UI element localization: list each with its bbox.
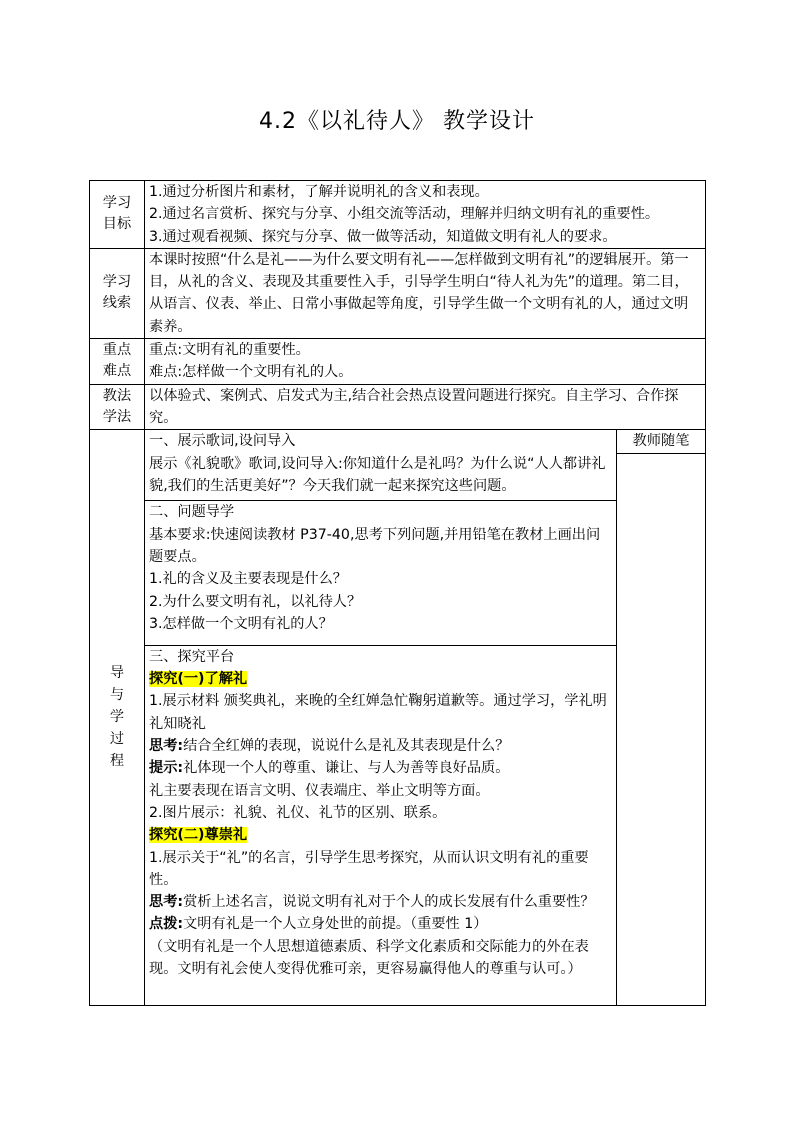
methods-label-line1: 教法 bbox=[102, 387, 132, 404]
objectives-label-line2: 目标 bbox=[102, 216, 132, 233]
explore2-point-text: 文明有礼是一个人立身处世的前提。（重要性 1） bbox=[183, 916, 488, 933]
row-objectives bbox=[90, 181, 706, 249]
keypoint-difficulty: 难点:怎样做一个文明有礼的人。 bbox=[149, 364, 353, 381]
section2-question-2: 2.为什么要文明有礼，以礼待人？ bbox=[149, 593, 362, 610]
explore2-think-text: 赏析上述名言，说说文明有礼对于个人的成长发展有什么重要性？ bbox=[183, 894, 595, 911]
explore1-item1: 1.展示材料 颁奖典礼，来晚的全红婵急忙鞠躬道歉等。通过学习，学礼明礼知晓礼 bbox=[149, 693, 607, 732]
objective-3: 3.通过观看视频、探究与分享、做一做等活动，知道做文明有礼人的要求。 bbox=[149, 228, 617, 245]
explore1-hint-text: 礼体现一个人的尊重、谦让、与人为善等良好品质。 bbox=[183, 760, 510, 777]
methods-content bbox=[145, 384, 706, 430]
objectives-content bbox=[145, 181, 706, 249]
methods-text: 以体验式、案例式、启发式为主,结合社会热点设置问题进行探究。自主学习、合作探究。 bbox=[149, 387, 679, 426]
lesson-plan-table bbox=[89, 180, 706, 1006]
methods-label-line2: 学法 bbox=[102, 408, 132, 425]
process-label-char2: 与 bbox=[109, 687, 125, 704]
explore2-heading: 探究(二)尊崇礼 bbox=[149, 827, 248, 844]
methods-label bbox=[90, 384, 145, 430]
teacher-notes-area bbox=[617, 453, 706, 1005]
explore1-hint bbox=[149, 757, 612, 779]
row-clue bbox=[90, 248, 706, 338]
keypoints-label-line2: 难点 bbox=[102, 363, 132, 380]
explore2-think-label: 思考: bbox=[149, 894, 184, 911]
explore1-hint-label: 提示: bbox=[149, 760, 184, 777]
objectives-label-line1: 学习 bbox=[102, 195, 132, 212]
explore2-point bbox=[149, 913, 612, 935]
section2-question-3: 3.怎样做一个文明有礼的人？ bbox=[149, 615, 333, 632]
section2-heading: 二、问题导学 bbox=[149, 504, 235, 521]
page-title: 4.2《以礼待人》 教学设计 bbox=[259, 109, 535, 134]
clue-text: 本课时按照“什么是礼——为什么要文明有礼——怎样做到文明有礼”的逻辑展开。第一目，从礼的含义、表现及其重要性入手，引导学生明白“待人礼为先”的道理。第二目，从语言、仪表、举止、日常小事做起等角度，引导学生做一个文明有礼的人，通过文明素养。 bbox=[149, 251, 689, 335]
keypoint-focus: 重点:文明有礼的重要性。 bbox=[149, 342, 310, 359]
clue-label-line2: 线索 bbox=[102, 295, 132, 312]
process-label bbox=[90, 430, 145, 1005]
row-methods bbox=[90, 384, 706, 430]
keypoints-content bbox=[145, 339, 706, 385]
section1-text: 展示《礼貌歌》歌词,设问导入:你知道什么是礼吗？为什么说“人人都讲礼貌,我们的生活更美好”？今天我们就一起来探究这些问题。 bbox=[149, 455, 606, 494]
keypoints-label bbox=[90, 339, 145, 385]
process-label-char4: 过 bbox=[109, 731, 125, 748]
section3-heading: 三、探究平台 bbox=[149, 648, 235, 665]
clue-label bbox=[90, 248, 145, 338]
row-process-2 bbox=[90, 501, 706, 646]
explore1-think-label: 思考: bbox=[149, 738, 184, 755]
clue-content bbox=[145, 248, 706, 338]
explore1-main: 礼主要表现在语言文明、仪表端庄、举止文明等方面。 bbox=[149, 782, 490, 799]
section3-content bbox=[145, 645, 617, 1005]
explore2-item1: 1.展示关于“礼”的名言，引导学生思考探究，从而认识文明有礼的重要性。 bbox=[149, 849, 589, 888]
explore1-heading: 探究(一)了解礼 bbox=[149, 671, 248, 688]
section2-content bbox=[145, 501, 617, 646]
explore1-think-text: 结合全红婵的表现，说说什么是礼及其表现是什么？ bbox=[183, 738, 510, 755]
keypoints-label-line1: 重点 bbox=[102, 342, 132, 359]
explore2-paren: （文明有礼是一个人思想道德素质、科学文化素质和交际能力的外在表现。文明有礼会使人变得优雅可亲，更容易赢得他人的尊重与认可。） bbox=[149, 938, 589, 978]
row-keypoints bbox=[90, 339, 706, 385]
process-label-char1: 导 bbox=[109, 665, 125, 682]
teacher-notes-header: 教师随笔 bbox=[617, 430, 706, 453]
process-label-char3: 学 bbox=[109, 709, 125, 726]
row-process-3 bbox=[90, 645, 706, 1005]
explore2-think bbox=[149, 891, 612, 913]
explore1-think bbox=[149, 735, 612, 757]
row-process-1 bbox=[90, 430, 706, 453]
objectives-label bbox=[90, 181, 145, 249]
section2-question-1: 1.礼的含义及主要表现是什么？ bbox=[149, 571, 347, 588]
clue-label-line1: 学习 bbox=[102, 274, 132, 291]
objective-1: 1.通过分析图片和素材，了解并说明礼的含义和表现。 bbox=[149, 184, 489, 200]
explore1-item2: 2.图片展示：礼貌、礼仪、礼节的区别、联系。 bbox=[149, 804, 447, 821]
process-label-char5: 程 bbox=[109, 753, 125, 770]
objective-2: 2.通过名言赏析、探究与分享、小组交流等活动，理解并归纳文明有礼的重要性。 bbox=[149, 206, 660, 223]
explore2-point-label: 点拨: bbox=[149, 916, 184, 933]
section2-intro: 基本要求:快速阅读教材 P37-40,思考下列问题,并用铅笔在教材上画出问题要点。 bbox=[149, 526, 601, 565]
section1-heading: 一、展示歌词,设问导入 bbox=[149, 433, 296, 450]
section1-content bbox=[145, 430, 617, 501]
